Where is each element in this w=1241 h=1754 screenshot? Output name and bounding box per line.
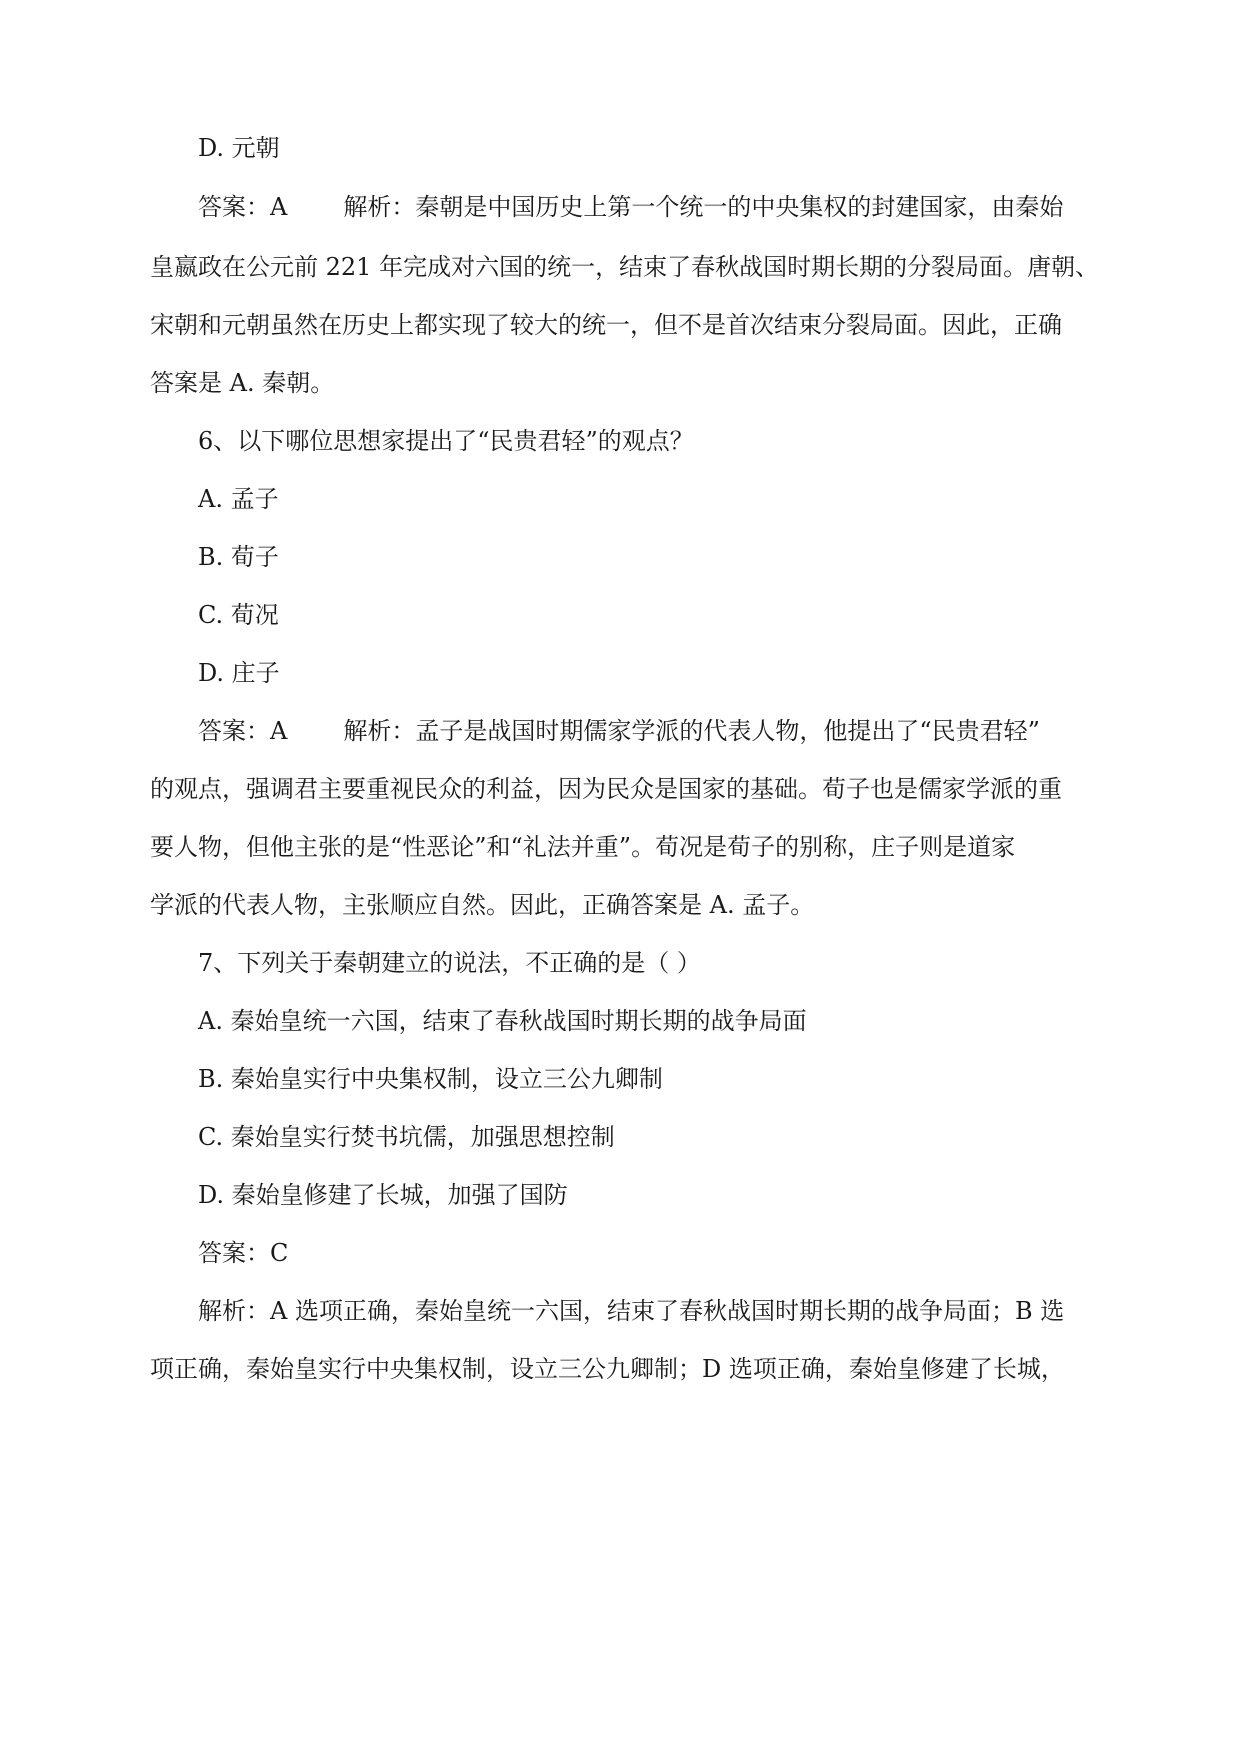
q6-analysis-line1: 解析：孟子是战国时期儒家学派的代表人物，他提出了“民贵君轻” — [343, 717, 1040, 745]
q6-option-c: C. 荀况 — [198, 601, 279, 629]
q6-answer: 答案：A — [198, 717, 288, 745]
q7-option-d: D. 秦始皇修建了长城，加强了国防 — [198, 1181, 568, 1209]
q7-question: 7、下列关于秦朝建立的说法，不正确的是（ ） — [198, 949, 701, 977]
q7-option-c: C. 秦始皇实行焚书坑儒，加强思想控制 — [198, 1123, 615, 1151]
q5-option-d: D. 元朝 — [198, 134, 280, 162]
q6-option-a: A. 孟子 — [198, 485, 279, 513]
q7-option-b: B. 秦始皇实行中央集权制，设立三公九卿制 — [198, 1065, 663, 1093]
q7-analysis-line1: 解析：A 选项正确，秦始皇统一六国，结束了春秋战国时期长期的战争局面；B 选 — [198, 1297, 1065, 1325]
q6-option-d: D. 庄子 — [198, 659, 280, 687]
q6-analysis-line3: 要人物，但他主张的是“性恶论”和“礼法并重”。荀况是荀子的别称，庄子则是道家 — [150, 833, 1016, 861]
q5-analysis-line4: 答案是 A. 秦朝。 — [150, 369, 335, 397]
q6-question: 6、以下哪位思想家提出了“民贵君轻”的观点？ — [198, 427, 694, 455]
q6-answer-line — [198, 714, 1148, 748]
q6-analysis-line4: 学派的代表人物，主张顺应自然。因此，正确答案是 A. 孟子。 — [150, 891, 815, 919]
q5-analysis-line3: 宋朝和元朝虽然在历史上都实现了较大的统一，但不是首次结束分裂局面。因此，正确 — [150, 311, 1062, 339]
q5-answer: 答案：A — [198, 193, 288, 221]
q7-option-a: A. 秦始皇统一六国，结束了春秋战国时期长期的战争局面 — [198, 1007, 807, 1035]
q6-option-b: B. 荀子 — [198, 543, 279, 571]
q5-analysis-line2: 皇嬴政在公元前 221 年完成对六国的统一，结束了春秋战国时期长期的分裂局面。唐朝、 — [150, 253, 1100, 281]
q7-analysis-line2: 项正确，秦始皇实行中央集权制，设立三公九卿制；D 选项正确，秦始皇修建了长城， — [150, 1355, 1065, 1383]
q7-answer: 答案：C — [198, 1239, 289, 1267]
q5-analysis-line1: 解析：秦朝是中国历史上第一个统一的中央集权的封建国家，由秦始 — [343, 193, 1064, 221]
q6-analysis-line2: 的观点，强调君主要重视民众的利益，因为民众是国家的基础。荀子也是儒家学派的重 — [150, 775, 1062, 803]
q5-answer-line — [198, 190, 1148, 224]
